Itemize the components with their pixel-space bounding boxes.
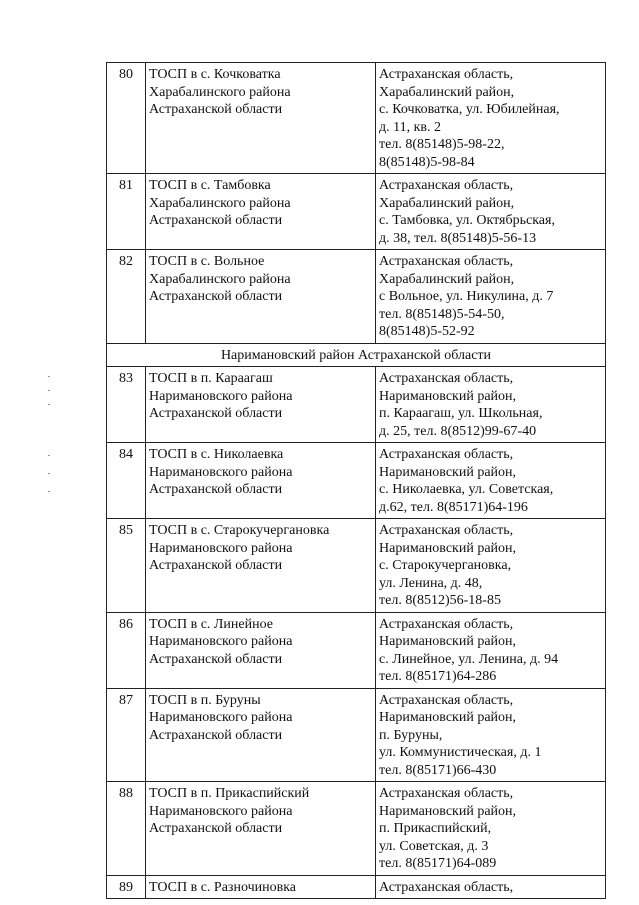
row-number: 81 bbox=[107, 174, 146, 250]
organization-name bbox=[146, 782, 376, 876]
address-line: 8(85148)5-52-92 bbox=[379, 324, 475, 339]
table-row bbox=[107, 875, 606, 899]
row-number: 80 bbox=[107, 63, 146, 174]
row-number: 89 bbox=[107, 875, 146, 899]
table-row bbox=[107, 688, 606, 782]
address-line: тел. 8(85171)64-286 bbox=[379, 669, 497, 684]
address-line: Астраханская область, bbox=[379, 692, 514, 708]
address-line: Наримановский район, bbox=[379, 803, 517, 819]
table-row bbox=[107, 367, 606, 443]
address-line: с. Старокучергановка, bbox=[379, 558, 512, 573]
organization-name-line: Харабалинского района bbox=[149, 271, 291, 287]
address-line: тел. 8(85148)5-54-50, bbox=[379, 306, 505, 322]
organization-address bbox=[376, 782, 606, 876]
address-line: Астраханская область, bbox=[379, 616, 514, 632]
address-line: Харабалинский район, bbox=[379, 84, 515, 100]
table-row bbox=[107, 519, 606, 613]
table-row bbox=[107, 174, 606, 250]
organization-name-line: ТОСП в с. Линейное bbox=[149, 616, 273, 632]
organization-name bbox=[146, 875, 376, 899]
organization-name-line: Астраханской области bbox=[149, 558, 283, 573]
scan-mark bbox=[48, 473, 50, 474]
organization-name bbox=[146, 519, 376, 613]
table-row bbox=[107, 782, 606, 876]
address-line: Астраханская область, bbox=[379, 879, 514, 895]
address-line: д.62, тел. 8(85171)64-196 bbox=[379, 499, 528, 515]
organization-name bbox=[146, 688, 376, 782]
region-header: Наримановский район Астраханской области bbox=[107, 343, 606, 367]
organization-name-line: Астраханской области bbox=[149, 102, 283, 117]
address-line: с. Линейное, ул. Ленина, д. 94 bbox=[379, 651, 559, 667]
row-number: 82 bbox=[107, 250, 146, 344]
organization-name-line: Наримановского района bbox=[149, 634, 293, 649]
table-row bbox=[107, 63, 606, 174]
address-line: с. Тамбовка, ул. Октябрьская, bbox=[379, 213, 555, 228]
address-line: п. Прикаспийский, bbox=[379, 821, 492, 836]
address-line: Наримановский район, bbox=[379, 710, 517, 725]
address-line: Астраханская область, bbox=[379, 371, 514, 386]
row-number: 86 bbox=[107, 612, 146, 688]
address-line: д. 38, тел. 8(85148)5-56-13 bbox=[379, 230, 537, 246]
organization-address bbox=[376, 612, 606, 688]
address-line: ул. Коммунистическая, д. 1 bbox=[379, 745, 542, 760]
region-header-row bbox=[107, 343, 606, 367]
row-number: 85 bbox=[107, 519, 146, 613]
organization-name-line: Астраханской области bbox=[149, 213, 283, 228]
organization-name-line: ТОСП в с. Разночиновка bbox=[149, 879, 297, 895]
table-row bbox=[107, 612, 606, 688]
address-line: Астраханская область, bbox=[379, 254, 514, 269]
organization-name-line: Наримановского района bbox=[149, 464, 293, 480]
organization-name-line: ТОСП в п. Караагаш bbox=[149, 371, 273, 386]
organization-name bbox=[146, 174, 376, 250]
organization-name-line: Харабалинского района bbox=[149, 195, 291, 211]
scan-mark bbox=[48, 491, 50, 492]
organization-address bbox=[376, 443, 606, 519]
address-line: тел. 8(85148)5-98-22, bbox=[379, 137, 505, 152]
organization-name-line: Харабалинского района bbox=[149, 84, 291, 100]
organization-name-line: ТОСП в с. Старокучергановка bbox=[149, 523, 330, 538]
address-line: тел. 8(8512)56-18-85 bbox=[379, 593, 501, 608]
organization-address bbox=[376, 63, 606, 174]
address-line: Харабалинский район, bbox=[379, 195, 515, 211]
address-line: п. Буруны, bbox=[379, 727, 443, 743]
scan-mark bbox=[48, 404, 50, 405]
organization-address bbox=[376, 875, 606, 899]
row-number: 83 bbox=[107, 367, 146, 443]
organization-name-line: Наримановского района bbox=[149, 540, 293, 556]
organizations-table bbox=[106, 62, 606, 899]
address-line: д. 11, кв. 2 bbox=[379, 119, 442, 135]
address-line: тел. 8(85171)66-430 bbox=[379, 762, 497, 778]
address-line: тел. 8(85171)64-089 bbox=[379, 856, 497, 871]
address-line: с Вольное, ул. Никулина, д. 7 bbox=[379, 289, 554, 304]
table-body bbox=[107, 63, 606, 899]
organization-name bbox=[146, 443, 376, 519]
address-line: Астраханская область, bbox=[379, 67, 514, 82]
address-line: Астраханская область, bbox=[379, 178, 514, 193]
organization-name-line: Астраханской области bbox=[149, 289, 283, 304]
organization-address bbox=[376, 519, 606, 613]
organization-name-line: ТОСП в с. Вольное bbox=[149, 254, 265, 269]
table-row bbox=[107, 443, 606, 519]
row-number: 88 bbox=[107, 782, 146, 876]
address-line: Астраханская область, bbox=[379, 786, 514, 801]
address-line: Харабалинский район, bbox=[379, 271, 515, 287]
organization-name-line: Астраханской области bbox=[149, 406, 283, 421]
address-line: п. Караагаш, ул. Школьная, bbox=[379, 406, 543, 421]
address-line: Астраханская область, bbox=[379, 523, 514, 538]
organization-name-line: Астраханской области bbox=[149, 482, 283, 497]
scan-mark bbox=[48, 376, 50, 377]
organization-name-line: Астраханской области bbox=[149, 651, 283, 667]
address-line: Наримановский район, bbox=[379, 464, 517, 480]
address-line: с. Николаевка, ул. Советская, bbox=[379, 482, 554, 497]
organization-name-line: Наримановского района bbox=[149, 710, 293, 725]
address-line: д. 25, тел. 8(8512)99-67-40 bbox=[379, 423, 537, 439]
row-number: 84 bbox=[107, 443, 146, 519]
organization-name bbox=[146, 367, 376, 443]
address-line: Астраханская область, bbox=[379, 447, 514, 462]
organization-name bbox=[146, 250, 376, 344]
organization-name-line: ТОСП в п. Буруны bbox=[149, 692, 261, 708]
address-line: ул. Ленина, д. 48, bbox=[379, 575, 483, 591]
organization-name bbox=[146, 612, 376, 688]
address-line: Наримановский район, bbox=[379, 540, 517, 556]
organization-name-line: Астраханской области bbox=[149, 727, 283, 743]
address-line: Наримановский район, bbox=[379, 388, 517, 404]
organization-address bbox=[376, 250, 606, 344]
organization-name-line: ТОСП в с. Кочковатка bbox=[149, 67, 281, 82]
organization-name-line: Наримановского района bbox=[149, 388, 293, 404]
organization-name-line: ТОСП в с. Тамбовка bbox=[149, 178, 271, 193]
organization-address bbox=[376, 688, 606, 782]
scan-mark bbox=[48, 390, 50, 391]
address-line: 8(85148)5-98-84 bbox=[379, 154, 475, 170]
organization-address bbox=[376, 367, 606, 443]
organization-name-line: Наримановского района bbox=[149, 803, 293, 819]
scan-mark bbox=[48, 455, 50, 456]
address-line: с. Кочковатка, ул. Юбилейная, bbox=[379, 102, 560, 117]
organization-name bbox=[146, 63, 376, 174]
address-line: Наримановский район, bbox=[379, 634, 517, 649]
organization-name-line: Астраханской области bbox=[149, 821, 283, 836]
address-line: ул. Советская, д. 3 bbox=[379, 838, 489, 854]
organization-name-line: ТОСП в п. Прикаспийский bbox=[149, 786, 310, 801]
row-number: 87 bbox=[107, 688, 146, 782]
table-row bbox=[107, 250, 606, 344]
organization-address bbox=[376, 174, 606, 250]
organization-name-line: ТОСП в с. Николаевка bbox=[149, 447, 284, 462]
